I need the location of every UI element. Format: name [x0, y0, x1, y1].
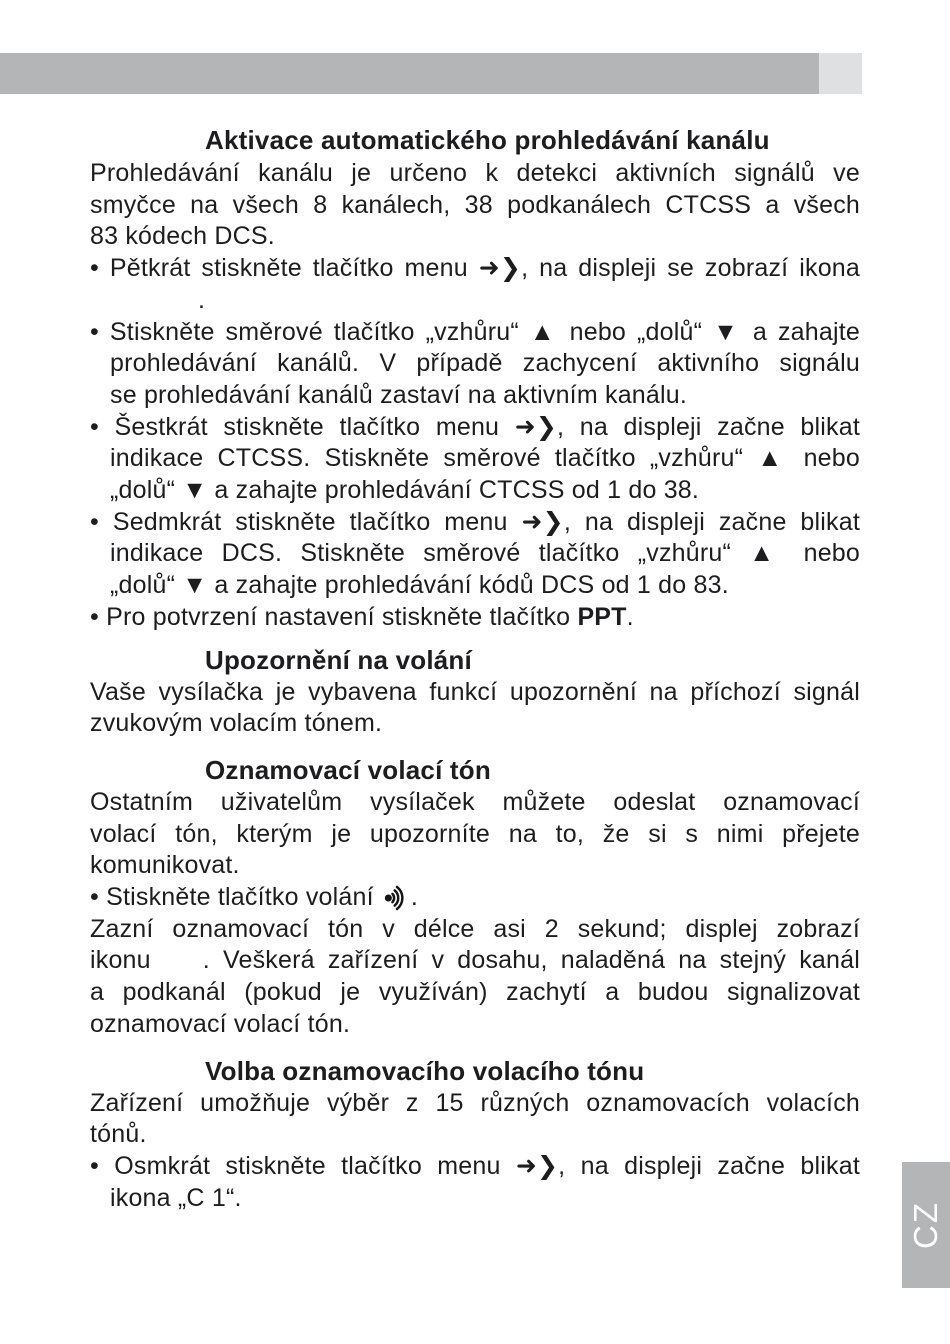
bullet-text: • Stiskněte směrové tlačítko „vzhůru“ [90, 317, 530, 346]
bullet-line: se prohledávání kanálů zastaví na aktivním kanálu. [110, 380, 688, 409]
bullet-line [90, 443, 860, 475]
down-arrow-icon: ▼ [182, 571, 208, 600]
bullet-text: • Stiskněte tlačítko volání [90, 883, 381, 912]
paragraph-line: Ostatním uživatelům vysílaček můžete odeslat oznamovací [90, 787, 860, 816]
bullet-text: „dolů“ [110, 571, 183, 600]
header-bar [0, 53, 819, 94]
bullet-text: nebo [789, 444, 860, 473]
bullet-text: . [198, 285, 206, 314]
bullet-line [90, 507, 860, 539]
up-arrow-icon: ▲ [529, 317, 559, 346]
bullet-line [90, 602, 860, 634]
bullet-text: • Osmkrát stiskněte tlačítko menu [90, 1151, 516, 1180]
bullet-text: , na displeji začne blikat [557, 412, 860, 441]
paragraph-line: 83 kódech DCS. [90, 222, 275, 251]
bullet-line: prohledávání kanálů. V případě zachycení aktivního signálu [110, 349, 860, 378]
paragraph-line: Vaše vysílačka je vybavena funkcí upozornění na příchozí signál [90, 677, 860, 706]
bullet-line [90, 285, 860, 317]
bullet-text: . [626, 602, 634, 631]
bullet-text: indikace CTCSS. Stiskněte směrové tlačítko „vzhůru“ [110, 444, 758, 473]
bullet-text: nebo „dolů“ [558, 317, 714, 346]
bullet-line [90, 253, 860, 285]
bullet-line: ikona „C 1“. [110, 1183, 242, 1212]
bullet-line [90, 538, 860, 570]
paragraph-line: oznamovací volací tón. [90, 1009, 351, 1038]
up-arrow-icon: ▲ [749, 539, 786, 568]
bullet-text: • Pětkrát stiskněte tlačítko menu [90, 254, 479, 283]
paragraph-line: Zazní oznamovací tón v délce asi 2 sekund; displej zobrazí [90, 914, 860, 943]
bullet-text: a zahajte prohledávání kódů DCS od 1 do 83. [207, 571, 729, 600]
paragraph-line: volací tón, kterým je upozorníte na to, že si s nimi přejete [90, 819, 860, 848]
paragraph-line: Prohledávání kanálu je určeno k detekci aktivních signálů ve [90, 159, 860, 187]
bullet-line [90, 882, 860, 914]
ppt-key-label: PPT [577, 602, 627, 631]
bullet-text: , na displeji začne blikat [558, 1151, 860, 1180]
paragraph-line: zvukovým volacím tónem. [90, 709, 383, 738]
bullet-text: „dolů“ [110, 476, 183, 505]
bullet-text: nebo [785, 539, 861, 568]
menu-icon: ➜❯ [521, 507, 564, 536]
paragraph-line: Zařízení umožňuje výběr z 15 různých oznamovacích volacích [90, 1088, 860, 1117]
paragraph-line: a podkanál (pokud je využíván) zachytí a budou signalizovat [90, 978, 860, 1007]
down-arrow-icon: ▼ [182, 476, 208, 505]
bullet-text: . [410, 883, 419, 912]
bullet-text: indikace DCS. Stiskněte směrové tlačítko „vzhůru“ [110, 539, 750, 568]
language-tab-label: CZ [907, 1201, 944, 1249]
call-tone-icon [383, 884, 411, 912]
bullet-text: • Sedmkrát stiskněte tlačítko menu [90, 507, 522, 536]
language-tab [902, 1162, 950, 1288]
paragraph-line [90, 945, 860, 977]
paragraph-line: smyčce na všech 8 kanálech, 38 podkanálech CTCSS a všech [90, 190, 860, 219]
paragraph-text: ikonu [90, 946, 151, 975]
page-content [90, 124, 860, 1214]
menu-icon: ➜❯ [514, 412, 558, 441]
down-arrow-icon: ▼ [713, 317, 742, 346]
bullet-text: , na displeji začne blikat [563, 507, 860, 536]
paragraph-line: tónů. [90, 1120, 147, 1149]
bullet-line [90, 412, 860, 444]
menu-icon: ➜❯ [515, 1151, 559, 1180]
section-title: Upozornění na volání [205, 644, 472, 675]
paragraph-text: . Veškerá zařízení v dosahu, naladěná na stejný kanál [202, 946, 860, 975]
bullet-text: • Pro potvrzení nastavení stiskněte tlačítko [90, 602, 578, 631]
paragraph-line: komunikovat. [90, 851, 240, 880]
section-title: Oznamovací volací tón [205, 754, 491, 785]
bullet-line [90, 570, 860, 602]
bullet-text: a zahajte prohledávání CTCSS od 1 do 38. [207, 476, 700, 505]
section-title: Volba oznamovacího volacího tónu [205, 1055, 645, 1086]
menu-icon: ➜❯ [478, 254, 522, 283]
header-bar-accent [819, 53, 862, 94]
bullet-line [90, 1151, 860, 1183]
bullet-text: , na displeji se zobrazí ikona [521, 254, 861, 283]
up-arrow-icon: ▲ [757, 444, 790, 473]
page-title: Aktivace automatického prohledávání kanálu [205, 125, 770, 155]
bullet-text: a zahajte [741, 317, 860, 346]
bullet-line [90, 475, 860, 507]
bullet-line [90, 317, 860, 349]
bullet-text: • Šestkrát stiskněte tlačítko menu [90, 412, 515, 441]
